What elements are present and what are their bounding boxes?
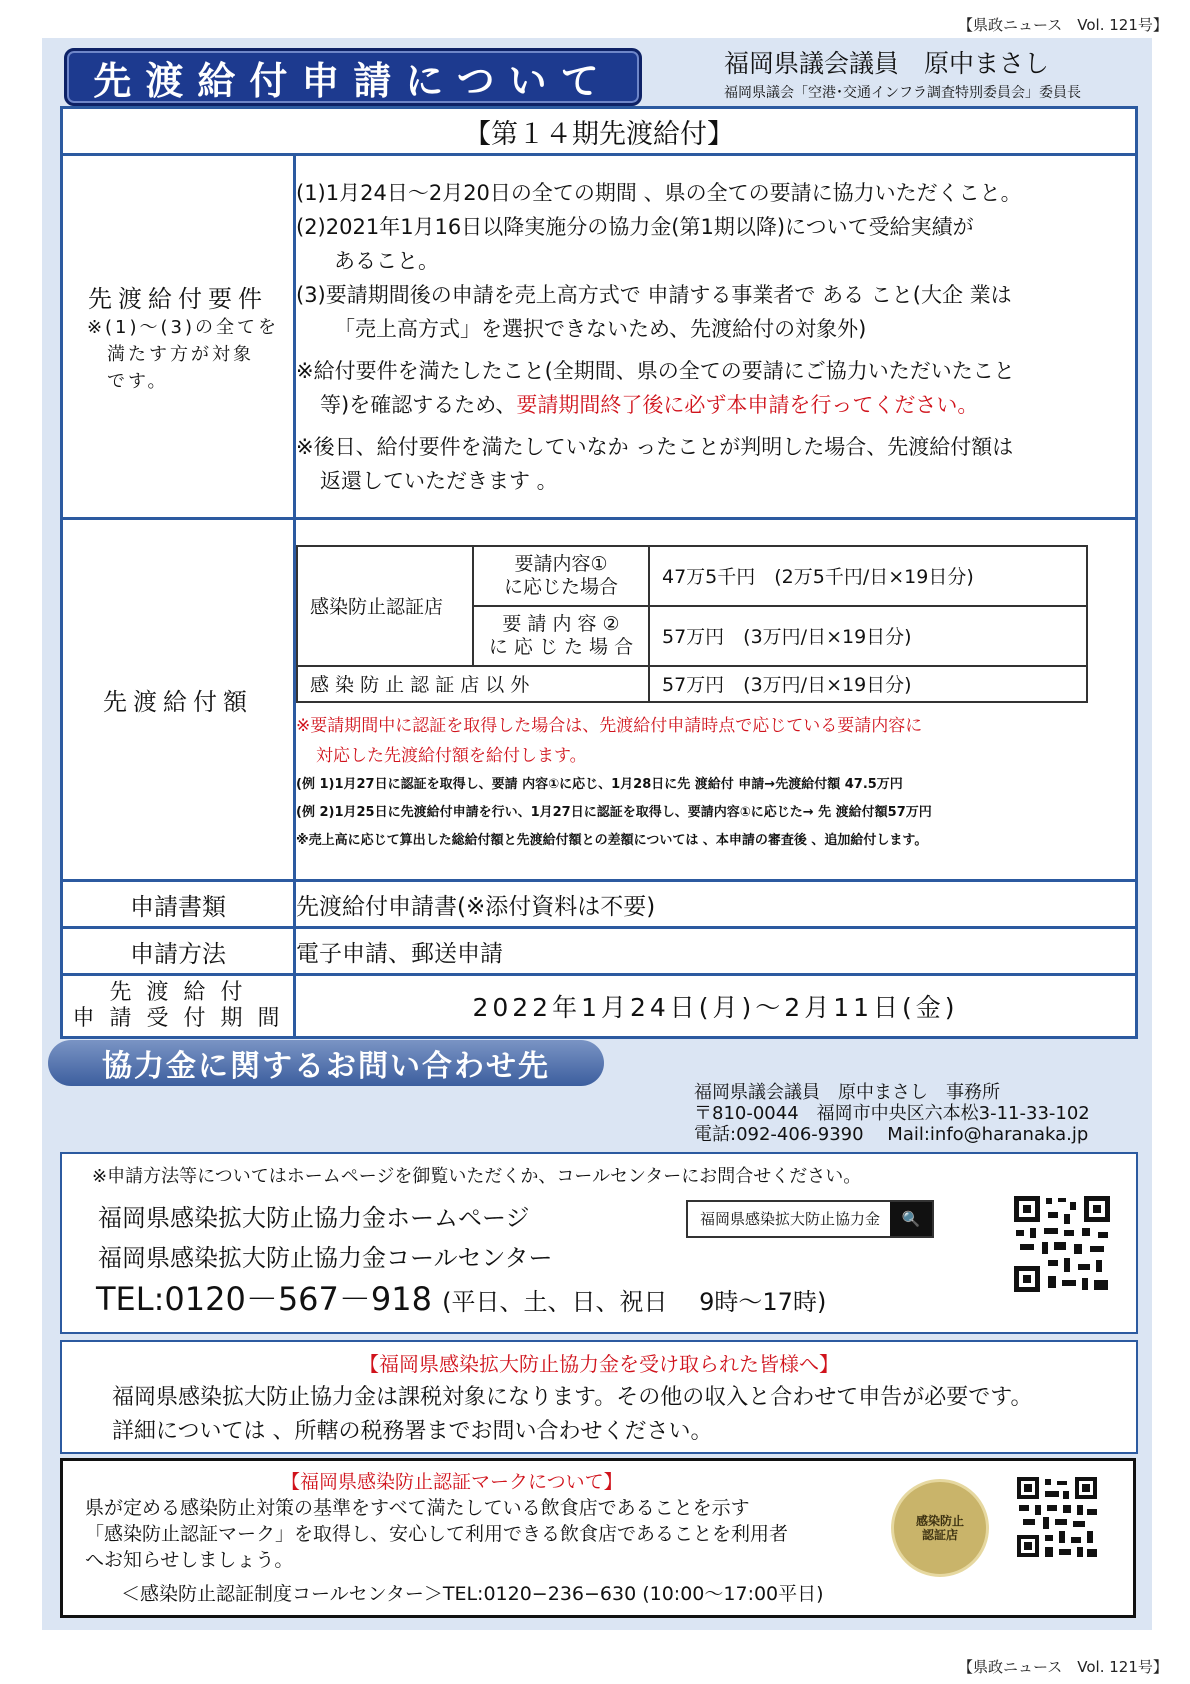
qr-code-icon: [1012, 1194, 1112, 1294]
homepage-label: 福岡県感染拡大防止協力金ホームページ: [98, 1204, 530, 1232]
example-1: (例 1)1月27日に認証を取得し、要請 内容①に応じ、1月28日に先 渡給付 申請→先渡給付額 47.5万円: [296, 776, 903, 792]
other-value: 57万円 (3万円/日×19日分): [649, 666, 1087, 702]
note-text-red: 要請期間終了後に必ず本申請を行ってください。: [516, 392, 979, 417]
mark-line: 県が定める感染防止対策の基準をすべて満たしている飲食店であることを示す: [85, 1497, 750, 1519]
documents-value: 先渡給付申請書(※添付資料は不要): [295, 881, 1137, 928]
requirement-item-1: (1)1月24日～2月20日の全ての期間 、県の全ての要請に協力いただくこと。: [296, 180, 1022, 205]
requirements-note-line: 満たす方が対象: [106, 343, 254, 365]
requirement-note-2-cont: 返還していただきます 。: [320, 468, 558, 493]
tax-line-1: 福岡県感染拡大防止協力金は課税対象になります。その他の収入と合わせて申告が必要です。: [112, 1385, 1033, 1410]
search-input[interactable]: 福岡県感染拡大防止協力金: [700, 1210, 881, 1228]
qr-code-icon: [1015, 1475, 1099, 1559]
documents-label: 申請書類: [62, 881, 295, 928]
period-label: [62, 975, 295, 1038]
period-value: 2022年1月24日(月)～2月11日(金): [295, 975, 1137, 1038]
amount-red-note-cont: 対応した先渡給付額を給付します。: [316, 745, 587, 766]
requirements-note: [87, 314, 279, 395]
amount-red-note: ※要請期間中に認証を取得した場合は、先渡給付申請時点で応じている要請内容に: [296, 715, 923, 736]
requirement-item-3: (3)要請期間後の申請を売上高方式で 申請する事業者で ある こと(大企 業は: [296, 282, 1012, 307]
office-name: 福岡県議会議員 原中まさし 事務所: [694, 1082, 1000, 1103]
requirements-label: 先渡給付要件: [88, 284, 268, 313]
period-label-line: 先 渡 給 付: [109, 980, 247, 1005]
other-store-cell: 感 染 防 止 認 証 店 以 外: [297, 666, 649, 702]
inquiry-box: [60, 1152, 1138, 1334]
mark-line: へお知らせしましょう。: [85, 1549, 294, 1571]
amount-content: [295, 519, 1137, 881]
volume-label-top: 【県政ニュース Vol. 121号】: [958, 16, 1168, 34]
requirements-label-cell: [62, 155, 295, 519]
requirement-item-2-cont: あること。: [334, 248, 439, 273]
benefit-table: [60, 106, 1138, 1039]
tax-title: 【福岡県感染拡大防止協力金を受け取られた皆様へ】: [359, 1352, 839, 1376]
certification-badge-icon: [891, 1479, 989, 1577]
inquiry-title: 協力金に関するお問い合わせ先: [48, 1040, 604, 1086]
callcenter-label: 福岡県感染拡大防止協力金コールセンター: [98, 1244, 553, 1272]
case2-value: 57万円 (3万円/日×19日分): [649, 606, 1087, 666]
requirement-note-1-cont: [296, 388, 1135, 422]
requirement-note-2: ※後日、給付要件を満たしていなか ったことが判明した場合、先渡給付額は: [296, 434, 1014, 459]
requirements-content: [295, 155, 1137, 519]
office-contact: 電話:092-406-9390 Mail:info@haranaka.jp: [694, 1124, 1089, 1145]
mark-box: [60, 1458, 1136, 1618]
tax-line-2: 詳細については 、所轄の税務署までお問い合わせください。: [112, 1419, 713, 1444]
case1-value: 47万5千円 (2万5千円/日×19日分): [649, 546, 1087, 606]
badge-text: 感染防止認証店: [915, 1514, 964, 1542]
office-info: [694, 1082, 1090, 1145]
method-value: 電子申請、郵送申請: [295, 928, 1137, 975]
mark-title: 【福岡県感染防止認証マークについて】: [281, 1471, 623, 1493]
method-label: 申請方法: [62, 928, 295, 975]
tel-hours: (平日、土、日、祝日 9時～17時): [442, 1288, 827, 1316]
search-widget[interactable]: [686, 1200, 934, 1238]
inquiry-note: ※申請方法等についてはホームページを御覧いただくか、コールセンターにお問合せください。: [92, 1166, 862, 1187]
case2-cell: 要 請 内 容 ② に 応 じ た 場 合: [473, 606, 649, 666]
amount-label: 先渡給付額: [62, 519, 295, 881]
requirements-note-line: です。: [106, 370, 169, 392]
amount-table: [296, 545, 1088, 703]
case1-cell: 要請内容① に応じた場合: [473, 546, 649, 606]
difference-note: ※売上高に応じて算出した総給付額と先渡給付額との差額については 、本申請の審査後 、追加給付します。: [296, 832, 928, 848]
tel-number: TEL:0120－567－918: [96, 1280, 432, 1318]
search-icon[interactable]: 🔍: [890, 1202, 932, 1236]
period-label-line: 申 請 受 付 期 間: [72, 1006, 284, 1031]
volume-label-bottom: 【県政ニュース Vol. 121号】: [958, 1658, 1168, 1676]
mark-callcenter: ＜感染防止認証制度コールセンター＞TEL:0120−236−630 (10:00〜17:00平日): [121, 1583, 824, 1605]
requirement-item-3-cont: 「売上高方式」を選択できないため、先渡給付の対象外): [334, 316, 867, 341]
requirements-note-line: ※(1)～(3)の全てを: [86, 316, 280, 338]
callcenter-tel: [96, 1274, 826, 1320]
example-2: (例 2)1月25日に先渡給付申請を行い、1月27日に認証を取得し、要請内容①に応じた→ 先 渡給付額57万円: [296, 804, 932, 820]
requirement-note-1: ※給付要件を満たしたこと(全期間、県の全ての要請にご協力いただいたこと: [296, 358, 1015, 383]
certified-store-cell: 感染防止認証店: [297, 546, 473, 666]
mark-description: [85, 1495, 788, 1573]
author-title: 福岡県議会「空港･交通インフラ調査特別委員会」委員長: [724, 85, 1081, 101]
tax-box: [60, 1340, 1138, 1454]
page-title: 先渡給付申請について: [64, 48, 642, 106]
note-text: 等)を確認するため、: [320, 392, 517, 417]
table-heading: 【第１４期先渡給付】: [62, 108, 1137, 155]
office-address: 〒810-0044 福岡市中央区六本松3-11-33-102: [694, 1103, 1090, 1124]
requirement-item-2: (2)2021年1月16日以降実施分の協力金(第1期以降)について受給実績が: [296, 214, 974, 239]
mark-line: 「感染防止認証マーク」を取得し、安心して利用できる飲食店であることを利用者: [85, 1523, 789, 1545]
author-name: 福岡県議会議員 原中まさし: [724, 49, 1050, 78]
